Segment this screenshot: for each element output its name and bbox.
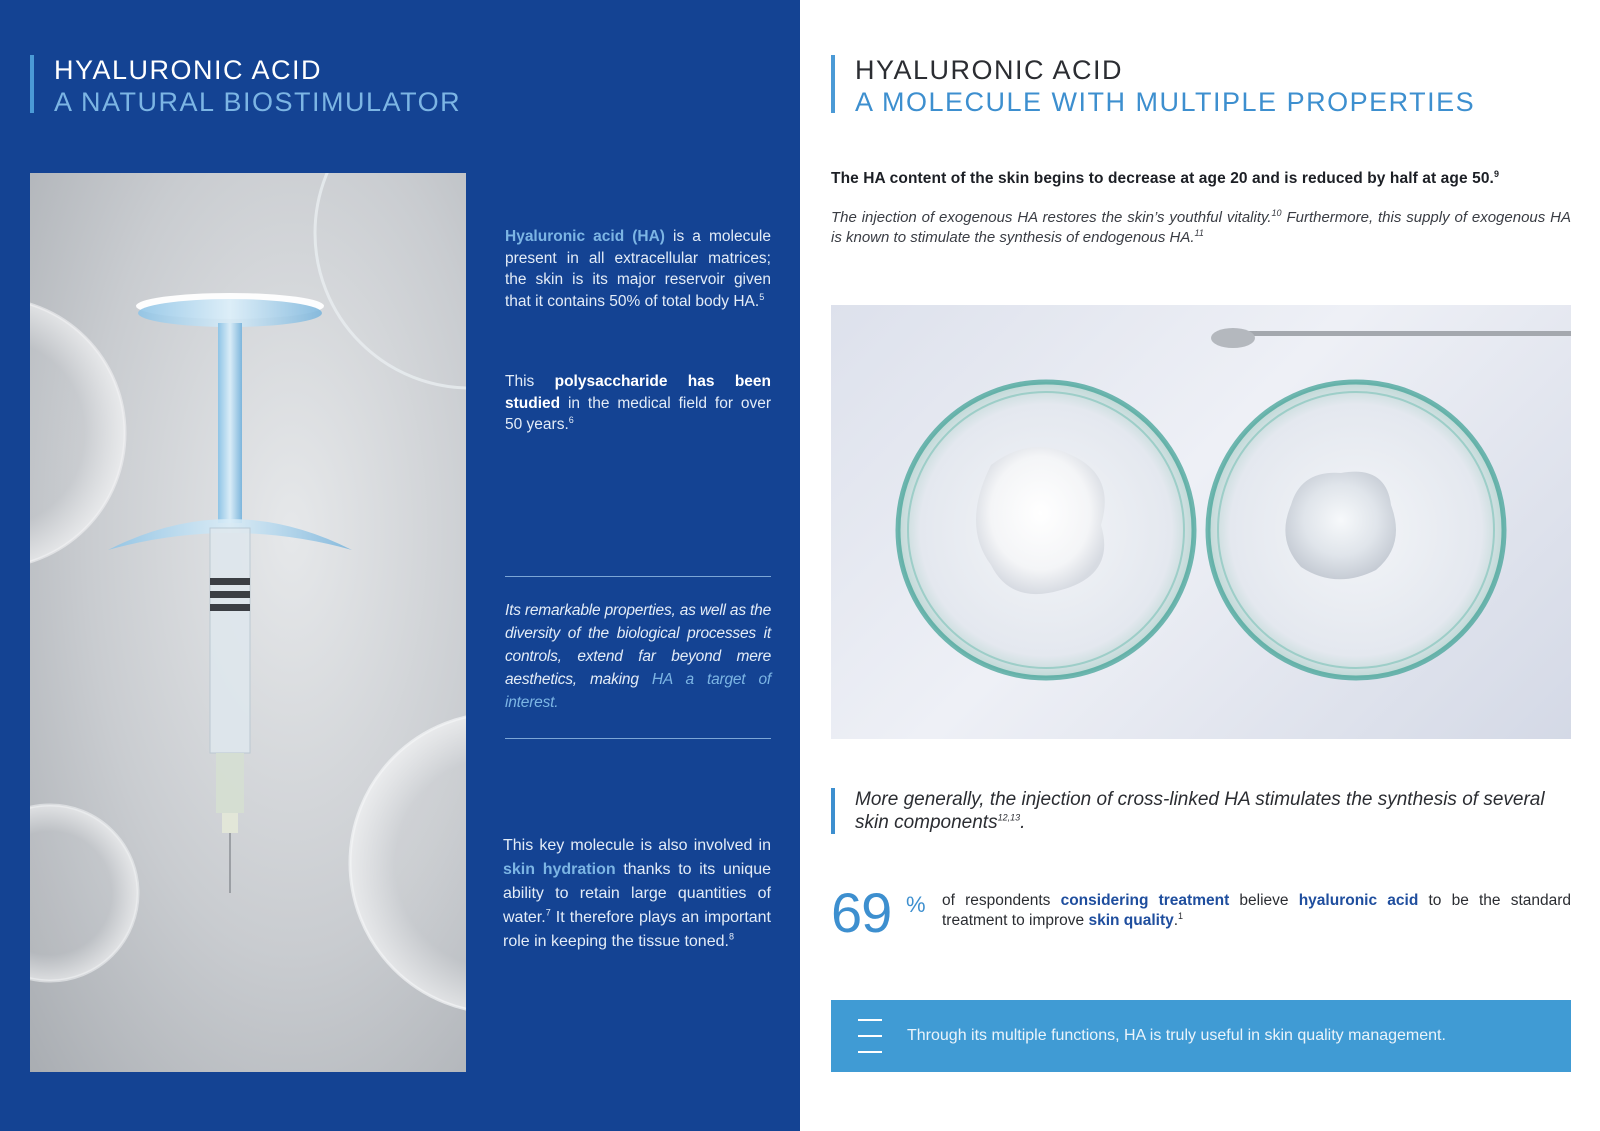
divider-bottom [505, 738, 771, 739]
left-page-title [30, 55, 462, 117]
petri-dishes-illustration [831, 305, 1571, 739]
footnote-ref: 1 [1178, 910, 1184, 921]
stat-text-b: believe [1229, 892, 1299, 909]
stat-percent: % [906, 892, 926, 917]
footnote-ref: 12,13 [997, 812, 1021, 823]
hydration-text-b: thanks to its unique ability to retain large quantities of water. [503, 861, 771, 926]
polysaccharide-text-a: This [505, 373, 555, 390]
footnote-ref: 10 [1271, 208, 1282, 218]
left-title-line1: HYALURONIC ACID [54, 55, 323, 85]
right-page-title [831, 55, 1476, 117]
petri-dishes-photo [831, 305, 1571, 739]
ha-intro-paragraph [505, 226, 771, 312]
footnote-ref: 11 [1194, 227, 1204, 238]
cross-linked-quote-text: More generally, the injection of cross-linked HA stimulates the synthesis of several skin components [855, 789, 1545, 833]
summary-banner-text: Through its multiple functions, HA is truly useful in skin quality management. [907, 1027, 1446, 1044]
properties-quote-text: Its remarkable properties, as well as the diversity of the biological processes it controls, extend far beyond mere aesthetics, making [505, 602, 771, 688]
lead-statement-text: The HA content of the skin begins to decrease at age 20 and is reduced by half at age 50. [831, 170, 1494, 187]
menu-lines-icon [858, 1019, 882, 1053]
footnote-ref: 8 [728, 931, 734, 942]
right-title-line1: HYALURONIC ACID [855, 55, 1124, 85]
injection-text-b: Furthermore, this supply of exogenous HA is known to stimulate the synthesis of endogenous HA. [831, 209, 1571, 246]
ha-intro-text: is a molecule present in all extracellular matrices; the skin is its major reservoir given that it contains 50% of total body HA. [505, 228, 772, 310]
syringe-photo [30, 173, 466, 1072]
left-title-line2: A NATURAL BIOSTIMULATOR [54, 87, 462, 117]
cross-linked-quote-end: . [1020, 812, 1026, 833]
stat-number: 69 [831, 881, 892, 944]
injection-paragraph [831, 208, 1571, 247]
cross-linked-quote [831, 788, 1571, 834]
lead-statement [831, 170, 1571, 188]
stat-highlight-skin-quality: skin quality [1088, 911, 1174, 929]
polysaccharide-paragraph [505, 371, 771, 436]
divider-top [505, 576, 771, 577]
stat-text-a: of respondents [942, 892, 1061, 909]
polysaccharide-bold: polysaccharide has been studied [505, 373, 771, 412]
hydration-text-a: This key molecule is also involved in [503, 837, 771, 854]
stat-description [942, 891, 1571, 930]
properties-quote-highlight: HA a target of interest. [505, 671, 772, 711]
stat-text-c: to be the standard treatment to improve [942, 892, 1572, 929]
hydration-paragraph [503, 834, 771, 954]
hydration-text-c: It therefore plays an important role in keeping the tissue toned. [503, 909, 771, 950]
stat-text-d: . [1173, 911, 1179, 929]
stat-highlight-treatment: considering treatment [1060, 892, 1230, 909]
footnote-ref: 6 [568, 414, 574, 425]
right-title-line2: A MOLECULE WITH MULTIPLE PROPERTIES [855, 87, 1476, 117]
footnote-ref: 7 [545, 907, 551, 918]
properties-quote [505, 599, 771, 714]
stat-highlight-ha: hyaluronic acid [1298, 892, 1419, 909]
hydration-highlight: skin hydration [503, 861, 616, 878]
syringe-illustration [30, 173, 466, 1072]
injection-text-a: The injection of exogenous HA restores the skin’s youthful vitality. [831, 209, 1272, 226]
summary-banner [831, 1000, 1571, 1072]
footnote-ref: 5 [759, 291, 765, 302]
polysaccharide-text-b: in the medical field for over 50 years. [505, 394, 771, 433]
footnote-ref: 9 [1493, 168, 1500, 179]
ha-intro-highlight: Hyaluronic acid (HA) [505, 228, 665, 245]
cross-linked-quote-paragraph [855, 788, 1571, 834]
